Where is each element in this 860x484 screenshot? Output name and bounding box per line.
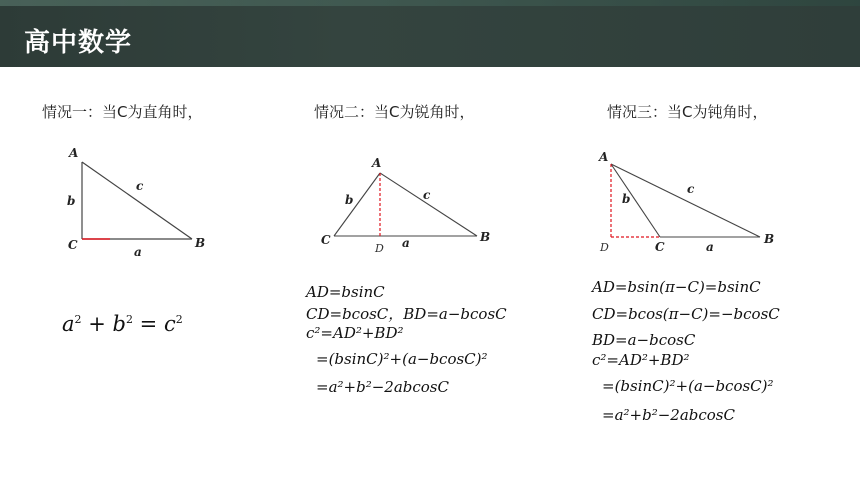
term-c: c bbox=[163, 312, 176, 336]
side-b-label: b bbox=[67, 194, 76, 208]
side-c-label: c bbox=[687, 182, 695, 196]
side-b bbox=[611, 164, 660, 237]
exp-b: 2 bbox=[125, 313, 133, 326]
case-2-title: 情况二：当C为锐角时， bbox=[314, 103, 475, 121]
side-a-label: a bbox=[706, 240, 714, 254]
side-b-label: b bbox=[345, 193, 354, 207]
vertex-a-label: A bbox=[69, 146, 79, 160]
case-1-triangle bbox=[67, 146, 205, 259]
side-c bbox=[380, 173, 477, 236]
equals-sign: = bbox=[139, 312, 158, 336]
point-d-label: D bbox=[375, 242, 384, 255]
vertex-a-label: A bbox=[599, 150, 609, 164]
vertex-a-label: A bbox=[372, 156, 382, 170]
side-c-label: c bbox=[423, 188, 431, 202]
term-b: b bbox=[112, 312, 126, 336]
vertex-b-label: B bbox=[764, 232, 775, 246]
side-c-label: c bbox=[136, 179, 144, 193]
side-a-label: a bbox=[134, 245, 142, 259]
vertex-b-label: B bbox=[480, 230, 491, 244]
side-c bbox=[611, 164, 760, 237]
pythagorean-formula bbox=[62, 312, 183, 336]
side-c bbox=[82, 162, 192, 239]
case-2-eq-2: CD=bcosC，BD=a−bcosC bbox=[306, 305, 507, 323]
case-2-triangle bbox=[321, 156, 490, 255]
page-title: 高中数学 bbox=[24, 28, 133, 58]
case-3-eq-4: c²=AD²+BD² bbox=[592, 351, 690, 369]
case-3-eq-2: CD=bcos(π−C)=−bcosC bbox=[592, 305, 780, 323]
vertex-c-label: C bbox=[655, 240, 665, 254]
side-b bbox=[334, 173, 380, 236]
case-3-eq-3: BD=a−bcosC bbox=[592, 331, 696, 349]
case-3-eq-1: AD=bsin(π−C)=bsinC bbox=[592, 278, 761, 296]
side-a-label: a bbox=[402, 236, 410, 250]
case-3-title: 情况三：当C为钝角时， bbox=[607, 103, 768, 121]
plus-sign: + bbox=[88, 312, 106, 336]
vertex-c-label: C bbox=[321, 233, 331, 247]
case-2-eq-4: =(bsinC)²+(a−bcosC)² bbox=[316, 350, 488, 368]
term-a: a bbox=[62, 312, 75, 336]
side-b-label: b bbox=[622, 192, 631, 206]
case-3-eq-5: =(bsinC)²+(a−bcosC)² bbox=[602, 377, 774, 395]
case-3-eq-6: =a²+b²−2abcosC bbox=[602, 406, 735, 424]
point-d-label: D bbox=[600, 241, 609, 254]
case-2-eq-1: AD=bsinC bbox=[306, 283, 385, 301]
exp-c: 2 bbox=[175, 313, 183, 326]
case-2-eq-3: c²=AD²+BD² bbox=[306, 324, 404, 342]
case-2-eq-5: =a²+b²−2abcosC bbox=[316, 378, 449, 396]
vertex-b-label: B bbox=[195, 236, 206, 250]
vertex-c-label: C bbox=[68, 238, 78, 252]
case-1-title: 情况一：当C为直角时， bbox=[42, 103, 203, 121]
case-3-triangle bbox=[598, 150, 774, 254]
exp-a: 2 bbox=[74, 313, 82, 326]
